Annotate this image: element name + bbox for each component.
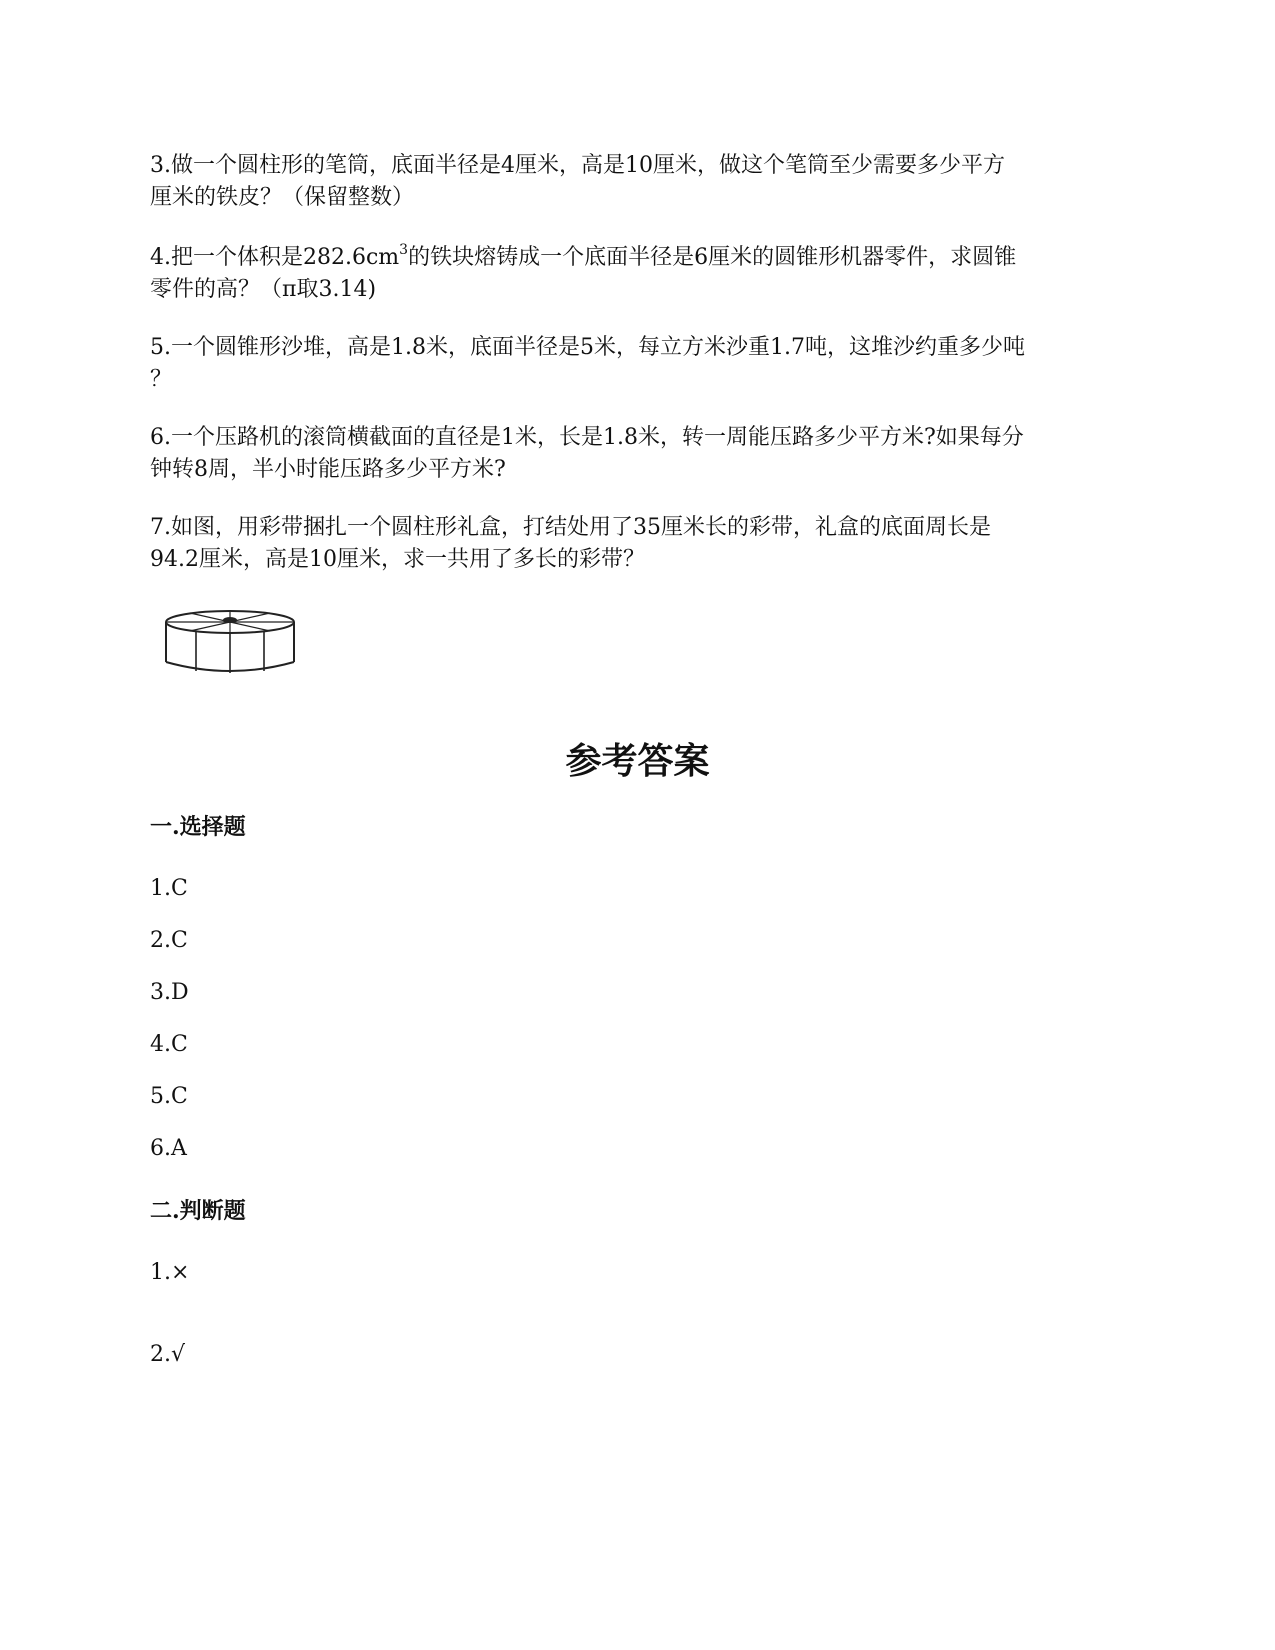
- judge-answer-2: 2.√: [150, 1342, 186, 1367]
- question-3-line1: 3.做一个圆柱形的笔筒，底面半径是4厘米，高是10厘米，做这个笔筒至少需要多少平方: [150, 153, 1005, 178]
- question-7: [150, 512, 1130, 576]
- answers-title: 参考答案: [565, 740, 710, 782]
- choice-answer-5: 5.C: [150, 1084, 188, 1109]
- question-4-line1b: 的铁块熔铸成一个底面半径是6厘米的圆锥形机器零件，求圆锥: [408, 245, 1017, 270]
- question-4-line1a: 4.把一个体积是282.6cm: [150, 245, 400, 270]
- question-7-line1: 7.如图，用彩带捆扎一个圆柱形礼盒，打结处用了35厘米长的彩带，礼盒的底面周长是: [150, 515, 991, 540]
- choice-answer-1: 1.C: [150, 876, 188, 901]
- cubic-superscript: 3: [399, 241, 409, 258]
- choice-answer-3: 3.D: [150, 980, 189, 1005]
- question-5-line1: 5.一个圆锥形沙堆，高是1.8米，底面半径是5米，每立方米沙重1.7吨，这堆沙约重多少吨: [150, 335, 1025, 360]
- question-6: [150, 422, 1130, 486]
- judge-answer-1: 1.×: [150, 1260, 190, 1285]
- question-6-line1: 6.一个压路机的滚筒横截面的直径是1米，长是1.8米，转一周能压路多少平方米?如果每分: [150, 425, 1024, 450]
- choice-answer-6: 6.A: [150, 1136, 187, 1161]
- question-3-line2: 厘米的铁皮？（保留整数）: [150, 185, 415, 210]
- question-3: [150, 150, 1130, 214]
- question-5: [150, 332, 1130, 396]
- cylinder-gift-box-figure: [160, 608, 300, 678]
- section-judge-title: 二.判断题: [150, 1198, 246, 1224]
- question-7-line2: 94.2厘米，高是10厘米，求一共用了多长的彩带？: [150, 547, 645, 572]
- section-choice-title: 一.选择题: [150, 814, 246, 840]
- question-4-line2: 零件的高？（π取3.14): [150, 277, 377, 302]
- choice-answer-4: 4.C: [150, 1032, 188, 1057]
- question-4: [150, 242, 1130, 306]
- question-5-line2: ？: [150, 367, 173, 392]
- question-6-line2: 钟转8周，半小时能压路多少平方米?: [150, 457, 506, 482]
- choice-answer-2: 2.C: [150, 928, 188, 953]
